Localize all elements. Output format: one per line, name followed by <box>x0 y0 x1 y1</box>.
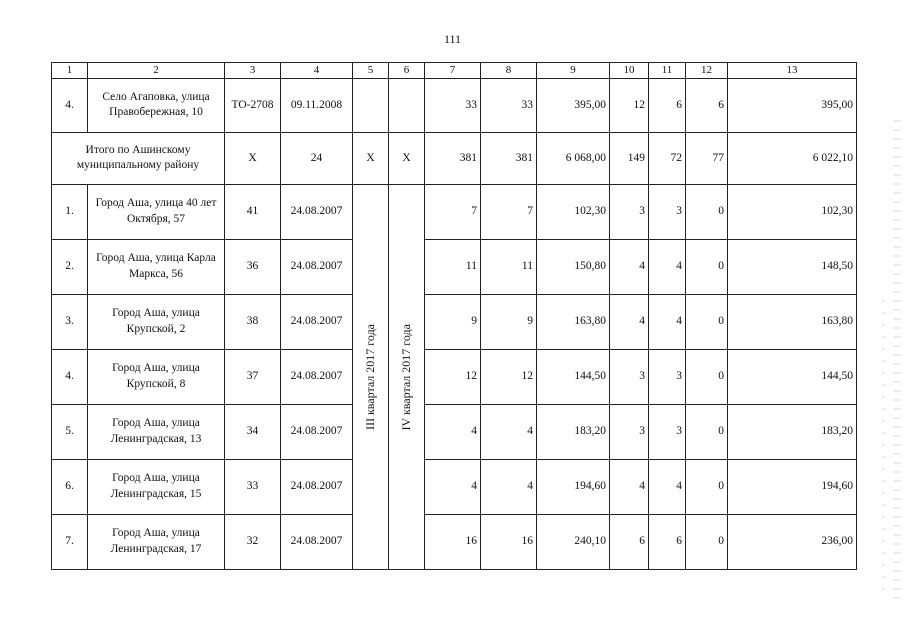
value-cell: 183,20 <box>728 404 857 459</box>
total-label: Итого по Ашинскому муниципальному району <box>52 132 225 184</box>
row-number: 1. <box>52 184 88 239</box>
table-row <box>52 184 857 239</box>
value-cell: 7 <box>425 184 481 239</box>
code-cell: 37 <box>225 349 281 404</box>
column-header: 11 <box>649 63 686 79</box>
value-cell: 16 <box>481 514 537 569</box>
value-cell: 33 <box>481 78 537 132</box>
date-cell: 24.08.2007 <box>281 239 353 294</box>
column-header: 1 <box>52 63 88 79</box>
value-cell: 183,20 <box>537 404 610 459</box>
row-number: 3. <box>52 294 88 349</box>
value-cell: 0 <box>686 184 728 239</box>
value-cell: 0 <box>686 514 728 569</box>
column-header: 6 <box>389 63 425 79</box>
address-cell: Город Аша, улица Карла Маркса, 56 <box>88 239 225 294</box>
period-cell <box>353 78 389 132</box>
date-cell: 24.08.2007 <box>281 459 353 514</box>
value-cell: 6 <box>649 514 686 569</box>
table-row <box>52 459 857 514</box>
row-number: 4. <box>52 78 88 132</box>
address-cell: Город Аша, улица Крупской, 8 <box>88 349 225 404</box>
value-cell: Х <box>389 132 425 184</box>
value-cell: 3 <box>610 349 649 404</box>
column-header: 13 <box>728 63 857 79</box>
period-iv-quarter <box>389 184 425 569</box>
value-cell: 0 <box>686 459 728 514</box>
value-cell: 6 022,10 <box>728 132 857 184</box>
value-cell: 163,80 <box>728 294 857 349</box>
table-row <box>52 514 857 569</box>
value-cell: 3 <box>649 349 686 404</box>
code-cell: 32 <box>225 514 281 569</box>
value-cell: 240,10 <box>537 514 610 569</box>
column-header: 8 <box>481 63 537 79</box>
address-cell: Город Аша, улица Ленинградская, 13 <box>88 404 225 459</box>
value-cell: 102,30 <box>537 184 610 239</box>
value-cell: 395,00 <box>728 78 857 132</box>
total-row <box>52 132 857 184</box>
column-number-row <box>52 63 857 79</box>
row-number: 4. <box>52 349 88 404</box>
value-cell: 0 <box>686 349 728 404</box>
value-cell: 6 068,00 <box>537 132 610 184</box>
value-cell: 6 <box>686 78 728 132</box>
value-cell: 236,00 <box>728 514 857 569</box>
value-cell: 11 <box>425 239 481 294</box>
column-header: 12 <box>686 63 728 79</box>
value-cell: 72 <box>649 132 686 184</box>
column-header: 10 <box>610 63 649 79</box>
code-cell: 36 <box>225 239 281 294</box>
value-cell: 148,50 <box>728 239 857 294</box>
value-cell: 3 <box>649 404 686 459</box>
value-cell: 3 <box>649 184 686 239</box>
value-cell: 144,50 <box>728 349 857 404</box>
value-cell: 381 <box>481 132 537 184</box>
value-cell: 0 <box>686 294 728 349</box>
row-number: 6. <box>52 459 88 514</box>
value-cell: 4 <box>610 459 649 514</box>
row-number: 2. <box>52 239 88 294</box>
value-cell: 194,60 <box>728 459 857 514</box>
date-cell: 24.08.2007 <box>281 349 353 404</box>
address-cell: Город Аша, улица Ленинградская, 17 <box>88 514 225 569</box>
column-header: 3 <box>225 63 281 79</box>
value-cell: 4 <box>610 239 649 294</box>
value-cell: 102,30 <box>728 184 857 239</box>
period-label: IV квартал 2017 года <box>399 323 414 431</box>
table-row <box>52 78 857 132</box>
value-cell: 3 <box>610 404 649 459</box>
value-cell: 149 <box>610 132 649 184</box>
period-iii-quarter <box>353 184 389 569</box>
code-cell: 34 <box>225 404 281 459</box>
date-cell: 09.11.2008 <box>281 78 353 132</box>
column-header: 7 <box>425 63 481 79</box>
column-header: 9 <box>537 63 610 79</box>
column-header: 2 <box>88 63 225 79</box>
value-cell: 12 <box>610 78 649 132</box>
value-cell: 4 <box>481 459 537 514</box>
value-cell: 6 <box>610 514 649 569</box>
code-cell: 33 <box>225 459 281 514</box>
value-cell: 33 <box>425 78 481 132</box>
value-cell: 395,00 <box>537 78 610 132</box>
value-cell: 77 <box>686 132 728 184</box>
value-cell: 4 <box>610 294 649 349</box>
table-row <box>52 349 857 404</box>
value-cell: 4 <box>481 404 537 459</box>
value-cell: 0 <box>686 239 728 294</box>
value-cell: 24 <box>281 132 353 184</box>
value-cell: 163,80 <box>537 294 610 349</box>
value-cell: Х <box>353 132 389 184</box>
value-cell: 4 <box>649 294 686 349</box>
value-cell: Х <box>225 132 281 184</box>
scan-edge-marks <box>893 120 901 600</box>
value-cell: 381 <box>425 132 481 184</box>
code-cell: 38 <box>225 294 281 349</box>
table-row <box>52 294 857 349</box>
value-cell: 16 <box>425 514 481 569</box>
address-cell: Город Аша, улица Ленинградская, 15 <box>88 459 225 514</box>
value-cell: 12 <box>481 349 537 404</box>
value-cell: 6 <box>649 78 686 132</box>
value-cell: 4 <box>425 459 481 514</box>
table-row <box>52 404 857 459</box>
value-cell: 3 <box>610 184 649 239</box>
value-cell: 11 <box>481 239 537 294</box>
registry-table <box>51 62 857 570</box>
date-cell: 24.08.2007 <box>281 514 353 569</box>
value-cell: 4 <box>649 239 686 294</box>
period-label: III квартал 2017 года <box>363 323 378 430</box>
period-cell <box>389 78 425 132</box>
date-cell: 24.08.2007 <box>281 404 353 459</box>
value-cell: 7 <box>481 184 537 239</box>
value-cell: 12 <box>425 349 481 404</box>
value-cell: 9 <box>425 294 481 349</box>
value-cell: 150,80 <box>537 239 610 294</box>
date-cell: 24.08.2007 <box>281 294 353 349</box>
row-number: 5. <box>52 404 88 459</box>
scan-edge-marks <box>882 300 885 600</box>
address-cell: Город Аша, улица 40 лет Октября, 57 <box>88 184 225 239</box>
date-cell: 24.08.2007 <box>281 184 353 239</box>
table-row <box>52 239 857 294</box>
value-cell: 194,60 <box>537 459 610 514</box>
row-number: 7. <box>52 514 88 569</box>
value-cell: 0 <box>686 404 728 459</box>
value-cell: 144,50 <box>537 349 610 404</box>
value-cell: 9 <box>481 294 537 349</box>
page-number: 111 <box>443 32 462 46</box>
code-cell: 41 <box>225 184 281 239</box>
address-cell: Город Аша, улица Крупской, 2 <box>88 294 225 349</box>
code-cell: ТО-2708 <box>225 78 281 132</box>
value-cell: 4 <box>425 404 481 459</box>
column-header: 5 <box>353 63 389 79</box>
address-cell: Село Агаповка, улица Правобережная, 10 <box>88 78 225 132</box>
column-header: 4 <box>281 63 353 79</box>
value-cell: 4 <box>649 459 686 514</box>
